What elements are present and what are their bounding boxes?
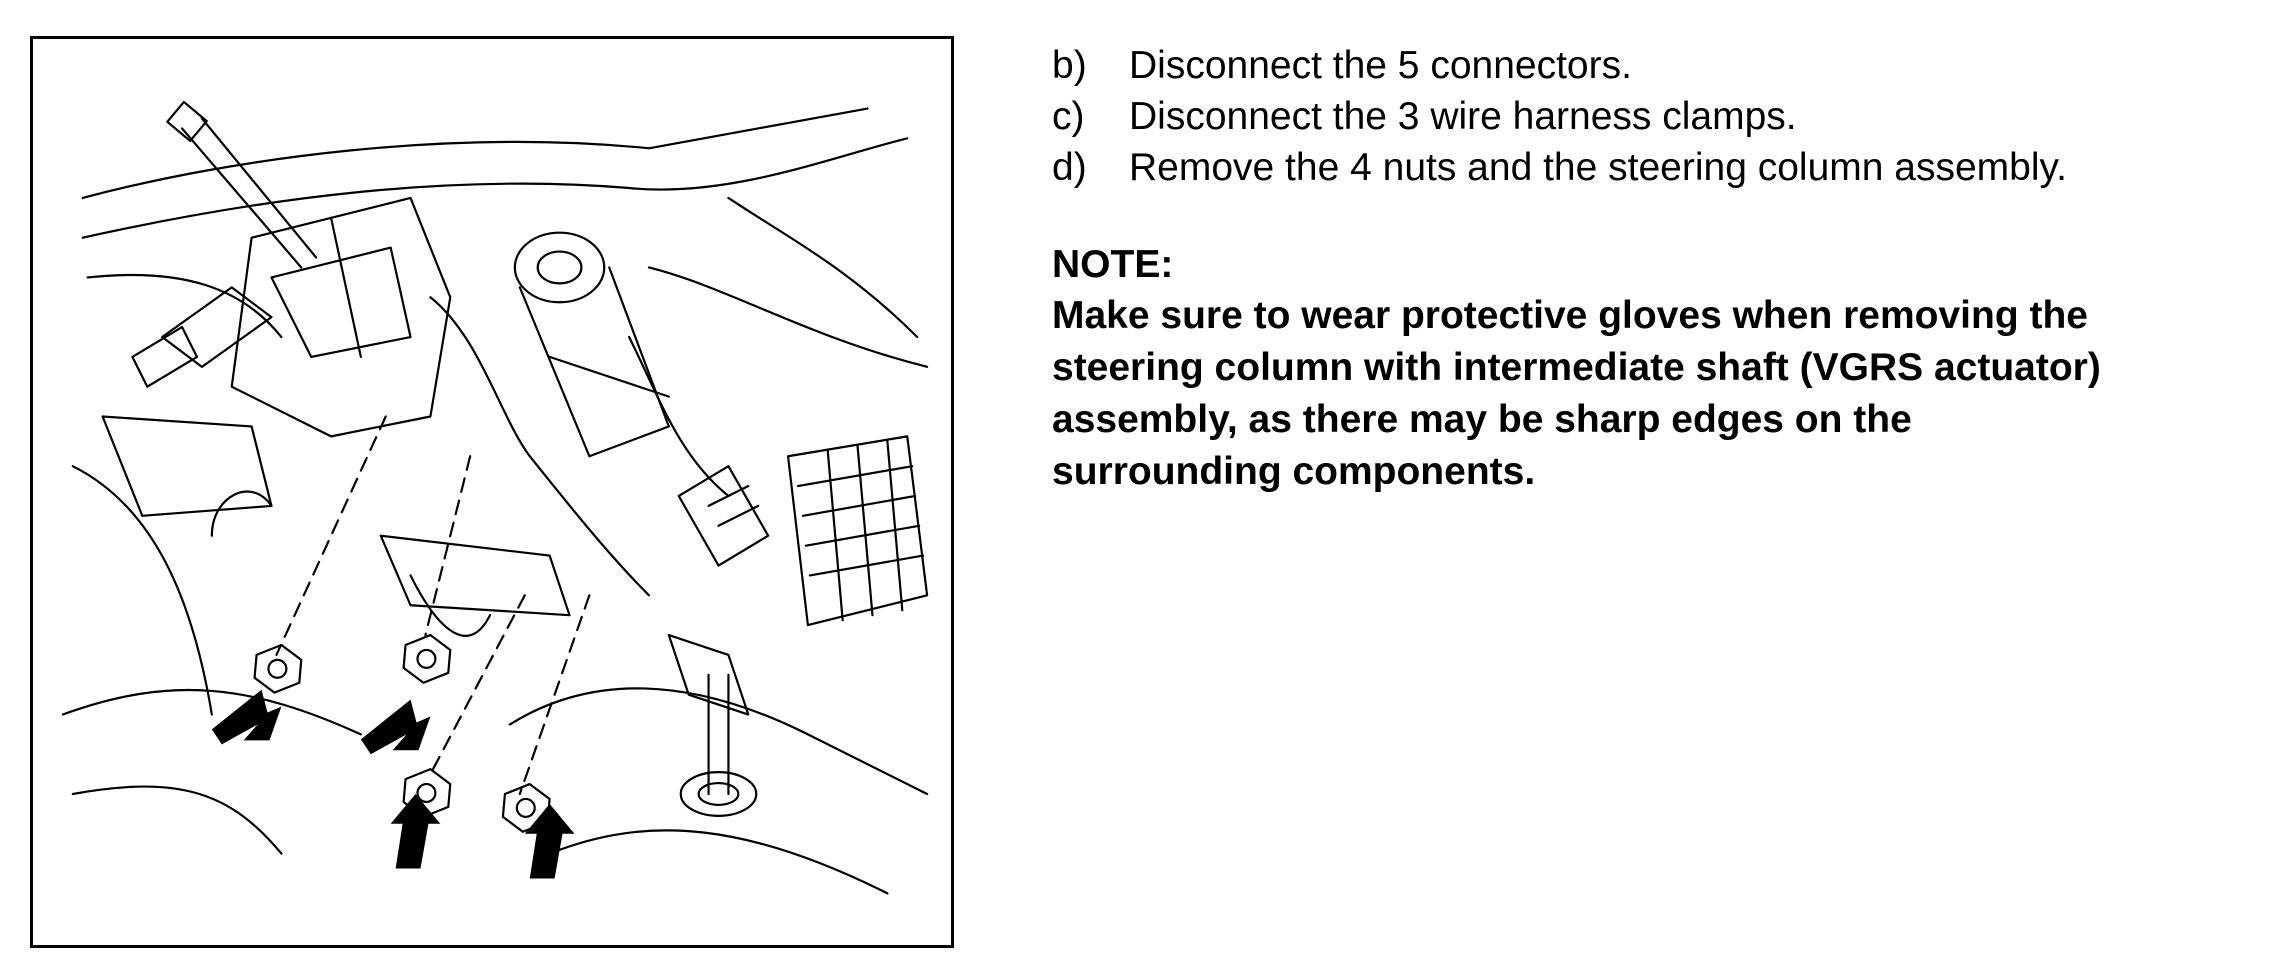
arrow-icon: [361, 700, 431, 755]
column-bracket: [381, 536, 570, 615]
floor-line: [73, 787, 282, 854]
dash-outline-third: [88, 275, 282, 337]
column-housing: [232, 198, 451, 436]
safety-note: [1052, 240, 2267, 498]
procedure-steps: [1052, 40, 2252, 193]
arrow-icon: [212, 690, 282, 745]
nut: [404, 635, 451, 683]
step-d: [1052, 142, 2252, 193]
step-text: Disconnect the 3 wire harness clamps.: [1129, 95, 1797, 138]
dash-panel-right: [728, 198, 917, 337]
tunnel-lower: [550, 830, 888, 893]
dash-outline-second: [83, 138, 908, 237]
fuse-box: [788, 436, 927, 625]
step-letter: b): [1052, 44, 1087, 87]
lower-panel-left: [103, 417, 272, 516]
steering-column-drawing: [33, 39, 951, 945]
step-c: [1052, 91, 2252, 142]
note-line: steering column with intermediate shaft (VGRS actuator): [1052, 346, 2101, 389]
step-letter: d): [1052, 146, 1087, 189]
note-line: surrounding components.: [1052, 450, 1536, 493]
dash-panel-right-2: [649, 267, 927, 366]
step-text: Disconnect the 5 connectors.: [1129, 44, 1632, 87]
steering-shaft: [182, 128, 301, 267]
step-b: [1052, 40, 2252, 91]
steering-column-illustration: [30, 36, 954, 948]
key-cylinder: [515, 233, 604, 303]
note-heading: NOTE:: [1052, 243, 1174, 286]
note-line: Make sure to wear protective gloves when removing the: [1052, 294, 2088, 337]
arrow-icon: [391, 794, 441, 869]
step-text: Remove the 4 nuts and the steering column assembly.: [1129, 146, 2067, 189]
lower-panel-left-2: [73, 466, 212, 714]
step-letter: c): [1052, 95, 1085, 138]
note-body: [1052, 290, 2267, 498]
note-line: assembly, as there may be sharp edges on the: [1052, 398, 1912, 441]
